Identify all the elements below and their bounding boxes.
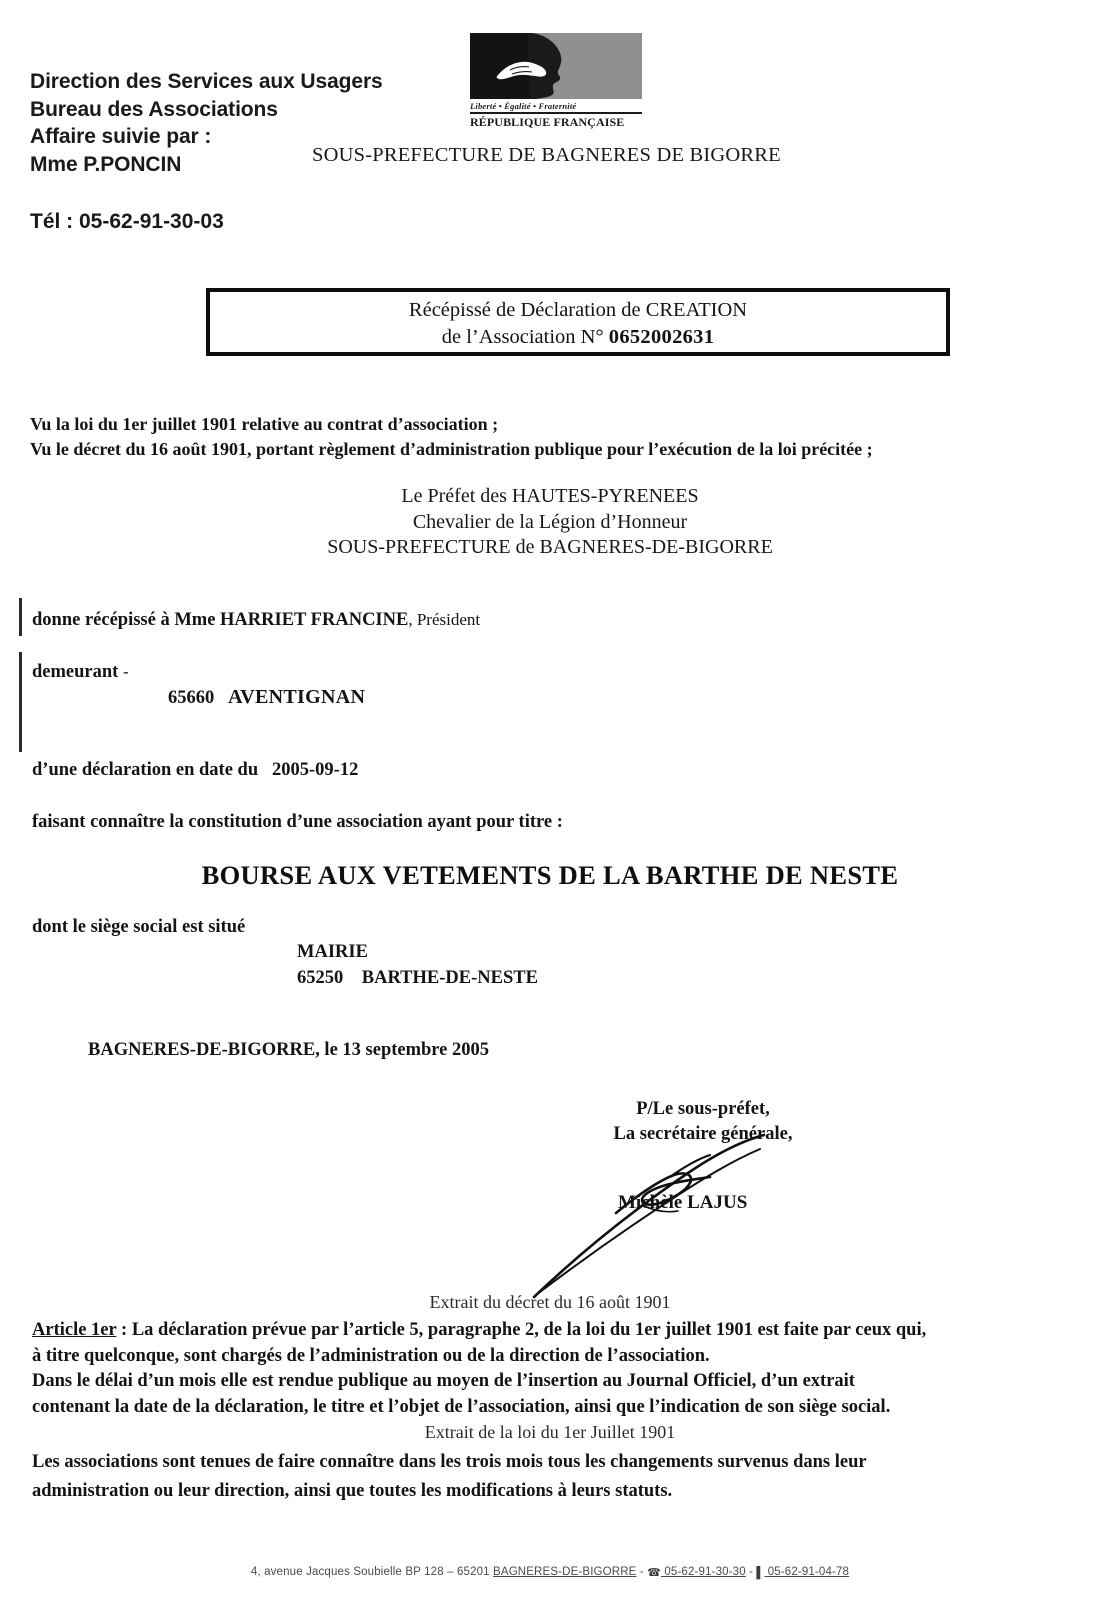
service-line-direction: Direction des Services aux Usagers [30, 70, 383, 93]
demeurant-label: demeurant [32, 662, 119, 682]
logo-republic-label: RÉPUBLIQUE FRANÇAISE [470, 115, 625, 129]
handwritten-signature [520, 1125, 840, 1305]
article-line-1-text: : La déclaration prévue par l’article 5, paragraphe 2, de la loi du 1er juillet 1901 est faite par ceux qui, [116, 1320, 927, 1340]
service-line-officer-name: Mme P.PONCIN [30, 152, 182, 176]
signature-titles [588, 1097, 818, 1147]
issuing-authority-block [0, 484, 1100, 561]
law-extract-block [32, 1448, 1072, 1506]
signatory-name: Michèle LAJUS [618, 1192, 748, 1213]
registered-office-postcode: 65250 [297, 968, 344, 988]
recipient-city: AVENTIGNAN [228, 686, 366, 708]
registered-office-line-1: MAIRIE [297, 942, 368, 962]
extract-law-heading: Extrait de la loi du 1er Juillet 1901 [424, 1422, 676, 1442]
footer-city: BAGNERES-DE-BIGORRE [493, 1566, 637, 1578]
association-number-value: 0652002631 [608, 326, 715, 348]
extract-decree-heading: Extrait du décret du 16 août 1901 [429, 1292, 671, 1312]
declaration-date-value: 2005-09-12 [272, 760, 359, 780]
recipient-postcode: 65660 [168, 688, 215, 708]
marianne-grey-panel [578, 33, 642, 99]
marianne-hand-icon [496, 59, 548, 81]
footer-contact-strip [0, 1566, 1100, 1579]
article-line-3: Dans le délai d’un mois elle est rendue publique au moyen de l’insertion au Journal Officiel, d’un extrait [32, 1371, 855, 1391]
footer-street: 4, avenue Jacques Soubielle BP 128 – 65201 [250, 1566, 494, 1578]
logo-divider [470, 112, 642, 114]
authority-line-legion: Chevalier de la Légion d’Honneur [412, 510, 688, 533]
service-line-affaire-suivie: Affaire suivie par : [30, 125, 212, 148]
footer-phone: 05-62-91-30-30 [661, 1566, 746, 1578]
receipt-title-line-2 [210, 324, 946, 351]
article-line-1 [32, 1318, 1072, 1344]
association-number-label: de l’Association N° [441, 326, 604, 348]
margin-change-bar [19, 652, 22, 752]
article-1er-block [32, 1318, 1072, 1420]
declaration-date-statement [32, 760, 358, 781]
republique-francaise-logo [470, 33, 645, 133]
footer-fax: 05-62-91-04-78 [764, 1566, 850, 1578]
authority-line-prefet: Le Préfet des HAUTES-PYRENEES [401, 485, 699, 507]
receipt-title-box [206, 288, 950, 356]
registered-office-city: BARTHE-DE-NESTE [361, 968, 538, 988]
fax-icon: ▌ [756, 1567, 765, 1579]
service-line-bureau: Bureau des Associations [30, 97, 278, 121]
receipt-title-line-1: Récépissé de Déclaration de CREATION [408, 299, 748, 321]
signature-title-line-1: P/Le sous-préfet, [636, 1099, 770, 1119]
demeurant-dash: - [122, 662, 129, 681]
recipient-role: , Président [408, 610, 481, 629]
logo-motto: Liberté • Égalité • Fraternité [470, 101, 577, 111]
recipient-name: HARRIET FRANCINE [220, 610, 409, 630]
law-line-2: administration ou leur direction, ainsi que toutes les modifications à leurs statuts. [32, 1481, 673, 1501]
authority-line-subprefecture: SOUS-PREFECTURE de BAGNERES-DE-BIGORRE [327, 536, 773, 558]
law-line-1: Les associations sont tenues de faire connaître dans les trois mois tous les changements survenus dans leur [32, 1452, 867, 1472]
article-line-2: à titre quelconque, sont chargés de l’administration ou de la direction de l’association. [32, 1345, 710, 1366]
place-and-date: BAGNERES-DE-BIGORRE, le 13 septembre 2005 [88, 1040, 490, 1060]
recepisse-prefix: donne récépissé à Mme [32, 610, 216, 630]
preamble-line-decret: Vu le décret du 16 août 1901, portant règlement d’administration publique pour l’exécution de la loi précitée ; [30, 439, 873, 459]
declaration-date-label: d’une déclaration en date du [32, 760, 259, 780]
article-line-4: contenant la date de la déclaration, le titre et l’objet de l’association, ainsi que l’indication de son siège social. [32, 1396, 891, 1417]
registered-office-label: dont le siège social est situé [32, 917, 246, 937]
recipient-statement [32, 610, 480, 631]
legal-preamble-block [30, 412, 1070, 462]
header-phone-label: Tél : 05-62-91-30-03 [30, 210, 224, 233]
registered-office-line-2 [297, 968, 538, 989]
footer-separator-2: - [745, 1566, 757, 1578]
association-title: BOURSE AUX VETEMENTS DE LA BARTHE DE NESTE [201, 860, 899, 890]
preamble-line-loi: Vu la loi du 1er juillet 1901 relative au contrat d’association ; [30, 414, 499, 434]
article-lead-label: Article 1er [32, 1320, 117, 1340]
constitution-statement: faisant connaître la constitution d’une association ayant pour titre : [32, 812, 563, 832]
telephone-icon: ☎ [647, 1567, 662, 1579]
signature-title-line-2: La secrétaire générale, [613, 1124, 793, 1144]
footer-separator: - [636, 1566, 648, 1578]
marianne-mark-icon [470, 33, 642, 99]
margin-change-bar [19, 598, 22, 636]
subprefecture-heading: SOUS-PREFECTURE DE BAGNERES DE BIGORRE [312, 144, 781, 166]
residence-label [32, 662, 129, 683]
recipient-address [168, 686, 365, 709]
